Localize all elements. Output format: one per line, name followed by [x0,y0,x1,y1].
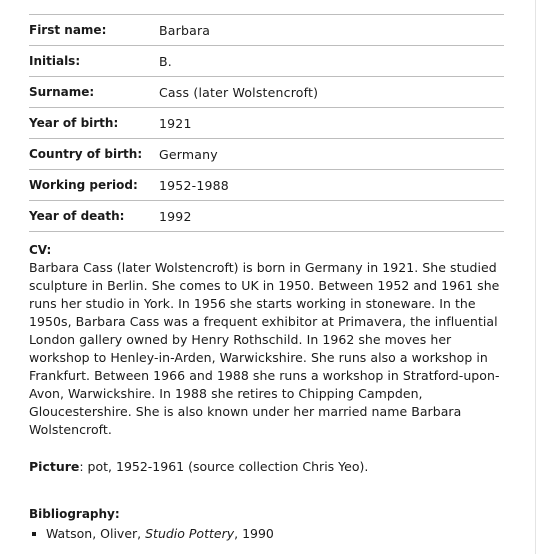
surname-label: Surname: [29,85,95,99]
surname-value: Cass (later Wolstencroft) [159,84,319,100]
initials-label: Initials: [29,54,81,68]
row-surname [29,77,504,108]
bibliography-section [29,505,504,543]
bibliography-year: , 1990 [234,526,274,541]
initials-value: B. [159,53,172,69]
row-working-period [29,170,504,201]
row-country-of-birth [29,139,504,170]
row-year-of-death [29,201,504,232]
artist-profile [29,14,504,543]
year-of-birth-label: Year of birth: [29,116,119,130]
cv-section [29,241,504,439]
row-initials [29,46,504,77]
row-year-of-birth [29,108,504,139]
picture-text: : pot, 1952-1961 (source collection Chris Yeo). [79,459,369,474]
bullet-icon [32,532,36,536]
country-of-birth-label: Country of birth: [29,147,143,161]
picture-label: Picture [29,459,80,474]
bibliography-item [29,525,504,543]
bibliography-book-title: Studio Pottery [145,526,235,541]
cv-text: Barbara Cass (later Wolstencroft) is born in Germany in 1921. She studied sculpture in Berlin. She comes to UK in 1950. Between 1952 and 1961 she runs her studio in York. In 1956 she starts working in stoneware. In the 1950s, Barbara Cass was a frequent exhibitor at Primavera, the influential London gallery owned by Henry Rothschild. In 1962 she moves her workshop to Henley-in-Arden, Warwickshire. She runs also a workshop in Frankfurt. Between 1966 and 1988 she runs a workshop in Stratford-upon-Avon, Warwickshire. In 1988 she retires to Chipping Campden, Gloucestershire. She is also known under her married name Barbara Wolstencroft. [29,260,500,437]
year-of-birth-value: 1921 [159,115,192,131]
row-first-name [29,15,504,46]
artist-info-table [29,14,504,232]
bibliography-list [29,525,504,543]
year-of-death-value: 1992 [159,208,192,224]
working-period-label: Working period: [29,178,138,192]
bibliography-entry [46,525,274,543]
cv-heading: CV: [29,243,52,257]
year-of-death-label: Year of death: [29,209,125,223]
working-period-value: 1952-1988 [159,177,229,193]
first-name-label: First name: [29,23,107,37]
first-name-value: Barbara [159,22,211,38]
country-of-birth-value: Germany [159,146,218,162]
picture-caption [29,458,504,476]
bibliography-heading: Bibliography: [29,507,120,521]
bibliography-author: Watson, Oliver, [46,526,146,541]
